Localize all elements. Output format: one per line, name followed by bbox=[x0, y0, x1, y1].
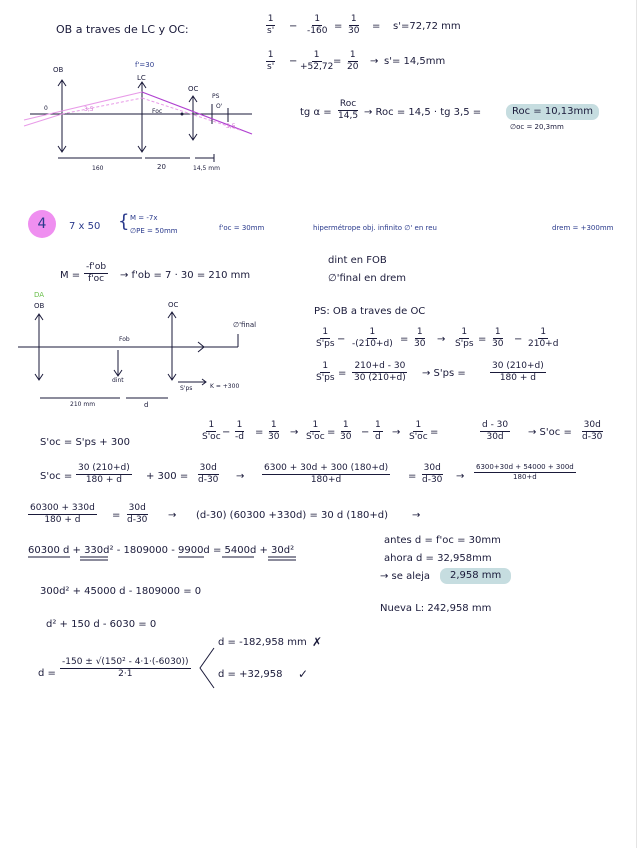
ps2-frac-b: $\frac{210+d - 30}{30 (210+d)}$ bbox=[354, 361, 406, 383]
ps1-frac-d: $\frac{1}{S'ps}$ bbox=[455, 327, 474, 349]
top-label-lc: LC bbox=[137, 74, 146, 82]
eq2-frac-c: $\frac{1}{20}$ bbox=[347, 50, 359, 72]
big-lhs: S'oc = bbox=[40, 471, 73, 482]
section-number-badge: 4 bbox=[28, 210, 56, 238]
top-label-angle2: 3,5 bbox=[226, 123, 236, 130]
diag4-label-sps: S'ps bbox=[180, 385, 193, 392]
diag4-label-fob: Fob bbox=[119, 336, 130, 343]
ps2-frac-a: $\frac{1}{S'ps}$ bbox=[316, 361, 335, 383]
m-eq-lhs: M = bbox=[60, 270, 81, 281]
mid-rhs: (d-30) (60300 +330d) = 30 d (180+d) bbox=[196, 510, 389, 521]
ps1-frac-e: $\frac{1}{30}$ bbox=[492, 327, 504, 349]
hypermetrope-note: hipermétrope obj. infinito ∅' en reu bbox=[313, 224, 437, 232]
note-alejo: → se aleja bbox=[380, 571, 431, 582]
roc-highlight: Roc = 10,13mm bbox=[506, 104, 599, 120]
alejo-highlight: 2,958 mm bbox=[440, 568, 511, 584]
heading-ob-lc-oc: OB a traves de LC y OC: bbox=[56, 23, 189, 36]
ps2-mid: → S'ps = bbox=[422, 368, 466, 379]
diag4-label-ofinal: ∅'final bbox=[233, 321, 257, 329]
ps2-frac-c: $\frac{30 (210+d)}{180 + d}$ bbox=[492, 361, 544, 383]
big-frac-d: $\frac{30d}{d-30}$ bbox=[422, 463, 443, 485]
soc-frac-h: $\frac{d - 30}{30d}$ bbox=[482, 420, 509, 442]
ps-heading: PS: OB a traves de OC bbox=[314, 306, 426, 317]
soc-frac-d: $\frac{1}{S'oc}$ bbox=[306, 420, 325, 442]
top-label-ps: PS bbox=[212, 93, 220, 100]
big-plus: + 300 = bbox=[146, 471, 189, 482]
eq2-frac-a: $\frac{1}{s'}$ bbox=[267, 50, 275, 72]
sol-root-1: d = -182,958 mm bbox=[218, 637, 307, 648]
top-label-zero: 0 bbox=[44, 105, 48, 112]
ps1-frac-c: $\frac{1}{30}$ bbox=[414, 327, 426, 349]
m-eq-frac: $\frac{-f'ob}{f'oc}$ bbox=[86, 262, 107, 284]
sol-frac: $\frac{\text{-150 ± √(150² - 4·1·(-6030))}}{2\cdot 1}$ bbox=[62, 657, 189, 679]
top-label-oc: OC bbox=[188, 85, 199, 93]
binocular-spec: 7 x 50 bbox=[69, 221, 101, 232]
diag4-label-ob: OB bbox=[34, 302, 45, 310]
sol-root-2: d = +32,958 bbox=[218, 669, 283, 680]
ps1-frac-f: $\frac{1}{210+d}$ bbox=[528, 327, 559, 349]
pupil-diameter-spec: ∅PE = 50mm bbox=[130, 227, 178, 235]
ofinal-note: ∅'final en drem bbox=[328, 273, 406, 284]
focal-oc-spec: f'oc = 30mm bbox=[219, 224, 265, 232]
soc-frac-e: $\frac{1}{30}$ bbox=[340, 420, 352, 442]
top-dim-145: 14,5 mm bbox=[193, 165, 220, 172]
mid-frac-b: $\frac{30d}{d-30}$ bbox=[127, 503, 148, 525]
quadratic-2: d² + 150 d - 6030 = 0 bbox=[46, 619, 157, 630]
diag4-label-da: DA bbox=[34, 291, 45, 299]
soc-definition: S'oc = S'ps + 300 bbox=[40, 437, 130, 448]
big-frac-a: $\frac{30 (210+d)}{180 + d}$ bbox=[78, 463, 130, 485]
drem-spec: drem = +300mm bbox=[552, 224, 614, 232]
big-frac-c: $\frac{6300 + 30d + 300 (180+d)}{180+d}$ bbox=[264, 463, 389, 485]
top-dim-160: 160 bbox=[92, 165, 104, 172]
soc-frac-c: $\frac{1}{30}$ bbox=[268, 420, 280, 442]
note-nueva-l: Nueva L: 242,958 mm bbox=[380, 603, 492, 614]
top-label-f30: f'=30 bbox=[135, 61, 155, 69]
notes-page: OB a traves de LC y OC: $\frac{1}{s'}$ − $\frac{1}{-160}$ = $\frac{1}{30}$ = s'=72,72 mm $\frac{1}{s'}$ − $\frac{1}{+52,72}$ = $\frac{1}{20}$ → s'= 14,5mm tg α = Roc 14,5 → Roc = 14,5 · tg 3,5 = Roc = 10,13mm ∅oc = 20,3mm OB f'=30 LC OC PS O' 0 Foc 3,5 3,5 160 20 14,5 mm 4 7 x 50 { M = -7x ∅PE = 50mm f'oc = 30mm hipermétrope obj. infinito ∅' en reu drem = +300mm M = $\frac{-f'ob}{f'oc}$ → f'ob = 7 · 30 = 210 mm dint en FOB ∅'final en drem DA OB OC ∅'final Fob dint S'ps K = +300 210 mm d PS: OB a traves de OC $\frac{1}{S'ps}$ − $\frac{1}{-(210+d)}$ = $\frac{1}{30}$ → $\frac{1}{S'ps}$ = $\frac{1}{30}$ − $\frac{1}{210+d}$ $\frac{1}{S'ps}$ = $\frac{210+d - 30}{30 (210+d)}$ → S'ps = $\frac{30 (210+d)}{180 + d}$ S'oc = S'ps + 300 $\frac{1}{S'oc}$ − $\frac{1}{-d}$ = $\frac{1}{30}$ → $\frac{1}{S'oc}$ = $\frac{1}{30}$ − $\frac{1}{d}$ → $\frac{1}{S'oc}$ = $\frac{d - 30}{30d}$ → S'oc = $\frac{30d}{d-30}$ S'oc = $\frac{30 (210+d)}{180 + d}$ + 300 = $\frac{30d}{d-30}$ → $\frac{6300 + 30d + 300 (180+d)}{180+d}$ = $\frac{30d}{d-30}$ → $\frac{6300+30d + 54000 + 300d}{180+d}$ $\frac{60300 + 330d}{180 + d}$ = $\frac{30d}{d-30}$ → (d-30) (60300 +330d) = 30 d (180+d) → 60300 d + 330d² - 1809000 - 9900d = 5400d + 30d² 300d² + 45000 d - 1809000 = 0 d² + 150 d - 6030 = 0 d = $\frac{\text{-150 ± √(150² - 4·1·(-6030))}}{2\cdot 1}$ d = -182,958 mm ✗ d = +32,958 ✓ antes d = f'oc = 30mm ahora d = 32,958mm → se aleja 2,958 mm Nueva L: 242,958 mm bbox=[0, 0, 637, 848]
dint-note: dint en FOB bbox=[328, 255, 387, 266]
ps1-frac-a: $\frac{1}{S'ps}$ bbox=[316, 327, 335, 349]
top-label-ob: OB bbox=[53, 66, 64, 74]
eq1-frac-a: $\frac{1}{s'}$ bbox=[267, 14, 275, 36]
diag4-dim-210: 210 mm bbox=[70, 401, 96, 408]
diag4-label-k300: K = +300 bbox=[210, 383, 240, 390]
soc-frac-g: $\frac{1}{S'oc}$ bbox=[409, 420, 428, 442]
expanded-equation: 60300 d + 330d² - 1809000 - 9900d = 5400d + 30d² bbox=[28, 545, 295, 556]
soc-frac-a: $\frac{1}{S'oc}$ bbox=[202, 420, 221, 442]
mid-frac-a: $\frac{60300 + 330d}{180 + d}$ bbox=[30, 503, 95, 525]
eq1-frac-b: $\frac{1}{-160}$ bbox=[307, 14, 328, 36]
eq2-result: s'= 14,5mm bbox=[384, 56, 446, 67]
tg-frac: Roc 14,5 bbox=[338, 99, 359, 121]
m-eq-rhs: → f'ob = 7 · 30 = 210 mm bbox=[120, 270, 251, 281]
soc-frac-i: $\frac{30d}{d-30}$ bbox=[582, 420, 603, 442]
sol-lhs: d = bbox=[38, 668, 56, 679]
sol-root-1-mark: ✗ bbox=[312, 635, 323, 649]
tg-mid: → Roc = 14,5 · tg 3,5 = bbox=[364, 107, 482, 118]
diag4-dim-d: d bbox=[144, 401, 149, 409]
top-label-foc: Foc bbox=[152, 108, 163, 115]
top-label-angle1: 3,5 bbox=[84, 106, 94, 113]
diag4-label-oc: OC bbox=[168, 301, 179, 309]
eq1-result: s'=72,72 mm bbox=[393, 21, 461, 32]
big-frac-b: $\frac{30d}{d-30}$ bbox=[198, 463, 219, 485]
soc-frac-f: $\frac{1}{d}$ bbox=[375, 420, 381, 442]
eq1-frac-c: $\frac{1}{30}$ bbox=[348, 14, 360, 36]
soc-mid: → S'oc = bbox=[528, 427, 572, 438]
soc-frac-b: $\frac{1}{-d}$ bbox=[235, 420, 244, 442]
note-ahora: ahora d = 32,958mm bbox=[384, 553, 492, 564]
big-frac-e: $\frac{6300+30d + 54000 + 300d}{180+d}$ bbox=[476, 463, 574, 481]
quadratic-1: 300d² + 45000 d - 1809000 = 0 bbox=[40, 586, 202, 597]
note-antes: antes d = f'oc = 30mm bbox=[384, 535, 501, 546]
phi-oc-result: ∅oc = 20,3mm bbox=[510, 123, 564, 131]
top-label-o: O' bbox=[216, 103, 223, 110]
sol-root-2-mark: ✓ bbox=[298, 667, 309, 681]
eq2-frac-b: $\frac{1}{+52,72}$ bbox=[300, 50, 334, 72]
tg-lhs: tg α = bbox=[300, 107, 332, 118]
top-dim-20: 20 bbox=[157, 163, 166, 171]
diag4-label-dint: dint bbox=[112, 377, 124, 384]
ps1-frac-b: $\frac{1}{-(210+d)}$ bbox=[352, 327, 393, 349]
magnification-spec: M = -7x bbox=[130, 214, 158, 222]
